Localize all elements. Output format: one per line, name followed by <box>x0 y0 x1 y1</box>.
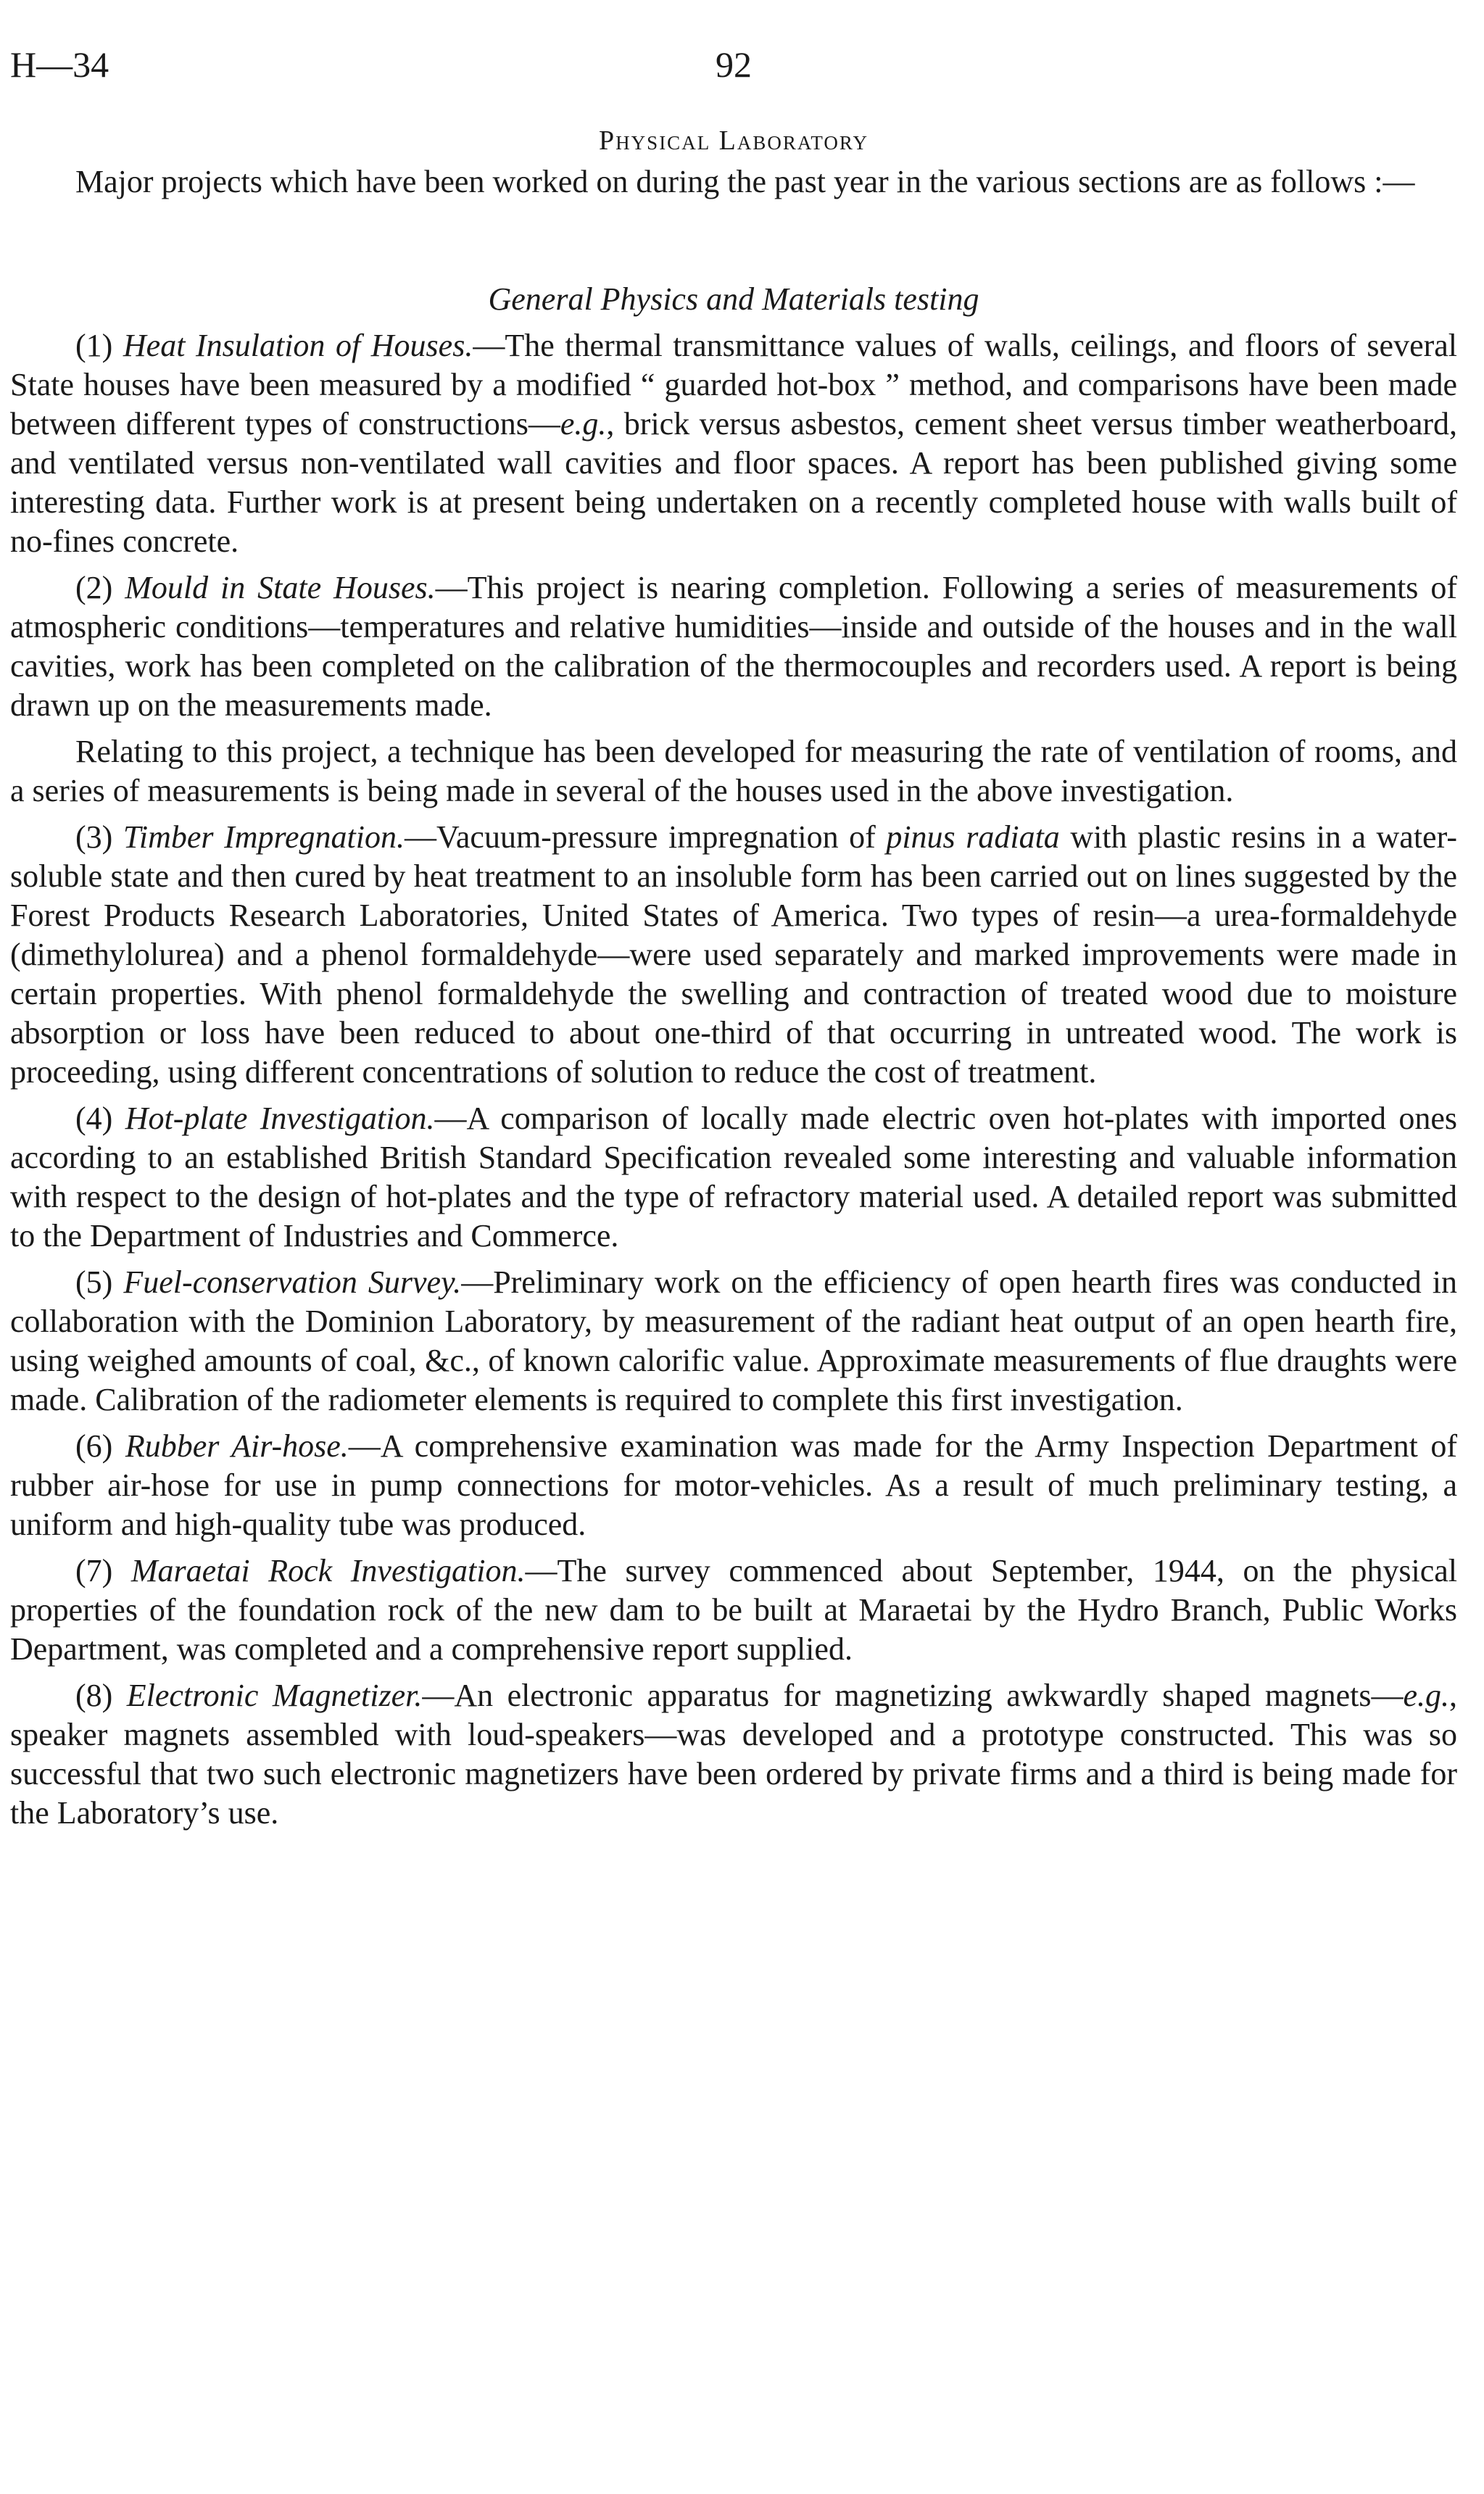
intro-paragraph: Major projects which have been worked on during the past year in the various sections are as follows :— <box>75 164 1415 199</box>
item-title: Heat Insulation of Houses. <box>123 328 473 363</box>
subsection-heading: General Physics and Materials testing <box>488 281 979 317</box>
item-hot-plate: (4) Hot-plate Investigation.—A comparison of locally made electric oven hot-plates with imported ones according to an established British Standard Specification revealed some interesting and valuable information with respect to the design of hot-plates and the type of refractory material used. A detailed report was submitted to the Department of Industries and Commerce. <box>10 1101 1457 1254</box>
item-fuel-conservation: (5) Fuel-conservation Survey.—Preliminary work on the efficiency of open hearth fires was conducted in collaboration with the Dominion Laboratory, by measurement of the radiant heat output of an open hearth fire, using weighed amounts of coal, &c., of known calorific value. Approximate measurements of flue draughts were made. Calibration of the radiometer elements is required to complete this first investigation. <box>10 1264 1457 1417</box>
section-title: Physical Laboratory <box>599 125 869 156</box>
item-mould-state-houses: (2) Mould in State Houses.—This project is nearing completion. Following a series of measurements of atmospheric conditions—temperatures and relative humidities—inside and outside of the houses and in the wall cavities, work has been completed on the calibration of the thermocouples and recorders used. A report is being drawn up on the measurements made. <box>10 570 1457 723</box>
page-number: 92 <box>716 44 752 85</box>
item-heat-insulation: (1) Heat Insulation of Houses.—The thermal transmittance values of walls, ceilings, and floors of several State houses have been measured by a modified “ guarded hot-box ” method, and comparisons have been made between different types of constructions—e.g., brick versus asbestos, cement sheet versus timber weatherboard, and ventilated versus non-ventilated wall cavities and floor spaces. A report has been published giving some interesting data. Further work is at present being undertaken on a recently completed house with walls built of no-fines concrete. <box>10 328 1457 559</box>
item-title: Hot-plate Investigation. <box>125 1101 435 1136</box>
item-title: Mould in State Houses. <box>125 570 436 605</box>
item-timber-impregnation: (3) Timber Impregnation.—Vacuum-pressure impregnation of pinus radiata with plastic resins in a water-soluble state and then cured by heat treatment to an insoluble form has been carried out on lines suggested by the Forest Products Research Laboratories, United States of America. Two types of resin—a urea-formaldehyde (dimethylolurea) and a phenol formaldehyde—were used separately and marked improvements were made in certain properties. With phenol formaldehyde the swelling and contraction of treated wood due to moisture absorption or loss have been reduced to about one-third of that occurring in untreated wood. The work is proceeding, using different concentrations of solution to reduce the cost of treatment. <box>10 819 1458 1090</box>
item-title: Rubber Air-hose. <box>125 1428 349 1464</box>
page-header <box>10 42 1457 100</box>
document-page <box>10 42 1457 1840</box>
item-title: Fuel-conservation Survey. <box>123 1264 462 1300</box>
paragraph-ventilation: Relating to this project, a technique has been developed for measuring the rate of ventilation of rooms, and a series of measurements is being made in several of the houses used in the above investigation. <box>10 734 1457 808</box>
report-reference: H—34 <box>10 44 109 85</box>
item-title: Maraetai Rock Investigation. <box>130 1553 526 1588</box>
item-title: Electronic Magnetizer. <box>126 1678 423 1713</box>
item-title: Timber Impregnation. <box>123 819 405 855</box>
item-maraetai-rock: (7) Maraetai Rock Investigation.—The survey commenced about September, 1944, on the physical properties of the foundation rock of the new dam to be built at Maraetai by the Hydro Branch, Public Works Department, was completed and a comprehensive report supplied. <box>10 1553 1457 1667</box>
item-rubber-air-hose: (6) Rubber Air-hose.—A comprehensive examination was made for the Army Inspection Department of rubber air-hose for use in pump connections for motor-vehicles. As a result of much preliminary testing, a uniform and high-quality tube was produced. <box>10 1428 1458 1542</box>
item-electronic-magnetizer: (8) Electronic Magnetizer.—An electronic apparatus for magnetizing awkwardly shaped magnets—e.g., speaker magnets assembled with loud-speakers—was developed and a prototype constructed. This was so successful that two such electronic magnetizers have been ordered by private firms and a third is being made for the Laboratory’s use. <box>10 1678 1457 1831</box>
